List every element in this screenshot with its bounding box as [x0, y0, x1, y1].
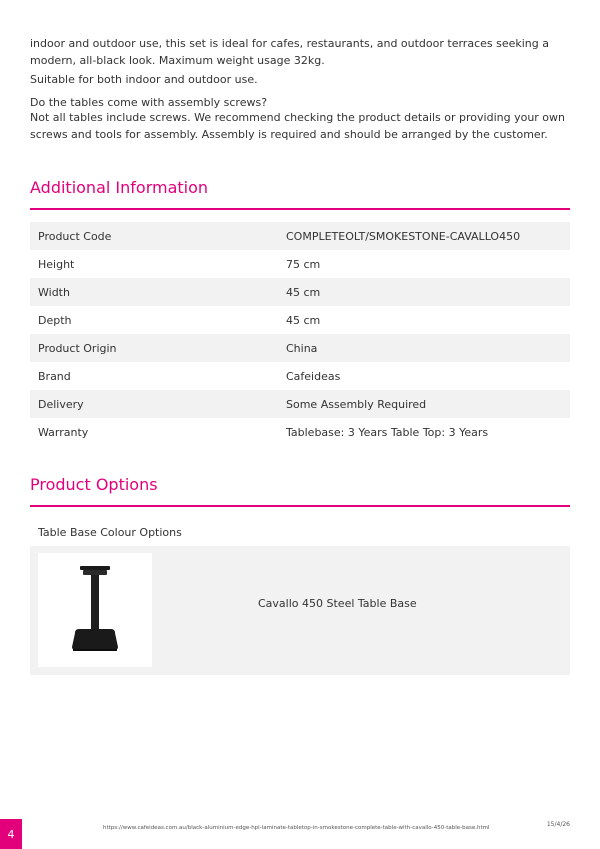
table-row: [30, 390, 570, 418]
page-number: 4: [0, 819, 22, 849]
option-card[interactable]: [30, 546, 570, 675]
table-row: [30, 334, 570, 362]
intro-paragraph: indoor and outdoor use, this set is ideal for cafes, restaurants, and outdoor terraces seeking a modern, all-black look. Maximum weight usage 32kg.: [30, 37, 549, 67]
spec-table: [30, 222, 570, 446]
spec-label: Depth: [38, 313, 72, 327]
spec-value: Cafeideas: [286, 369, 341, 383]
spec-label: Product Code: [30, 222, 278, 250]
footer-url: https://www.cafeideas.com.au/black-aluminium-edge-hpl-laminate-tabletop-in-smokestone-complete-table-with-cavallo-450-table-base.html: [103, 825, 490, 831]
spec-label: Delivery: [30, 390, 278, 418]
spec-value: China: [278, 334, 570, 362]
table-row: [30, 222, 570, 250]
faq-answer: Not all tables include screws. We recommend checking the product details or providing your own screws and tools for assembly. Assembly is required and should be arranged by the customer.: [30, 111, 566, 141]
spec-label: Brand: [38, 369, 71, 383]
suitability-paragraph: Suitable for both indoor and outdoor use.: [30, 73, 258, 86]
option-name: Cavallo 450 Steel Table Base: [258, 597, 417, 610]
table-base-image: [38, 553, 152, 667]
table-row: [30, 362, 570, 390]
spec-label: Warranty: [38, 425, 89, 439]
spec-label: Product Origin: [30, 334, 278, 362]
spec-value: Some Assembly Required: [278, 390, 570, 418]
spec-value: 75 cm: [286, 257, 321, 271]
additional-info-title: Additional Information: [30, 178, 209, 197]
spec-value: 45 cm: [278, 278, 570, 306]
table-row: [30, 418, 570, 446]
footer-date: 15/4/26: [546, 821, 570, 828]
table-row: [30, 250, 570, 278]
additional-info-divider: [30, 208, 570, 210]
spec-label: Width: [30, 278, 278, 306]
spec-label: Height: [38, 257, 75, 271]
spec-value: Tablebase: 3 Years Table Top: 3 Years: [286, 425, 489, 439]
table-base-icon: [38, 553, 152, 667]
spec-value: COMPLETEOLT/SMOKESTONE-CAVALLO450: [278, 222, 570, 250]
table-row: [30, 306, 570, 334]
faq-question: Do the tables come with assembly screws?: [30, 96, 268, 109]
option-group-label: Table Base Colour Options: [38, 526, 182, 539]
product-options-divider: [30, 505, 570, 507]
product-options-title: Product Options: [30, 475, 158, 494]
table-row: [30, 278, 570, 306]
spec-value: 45 cm: [286, 313, 321, 327]
